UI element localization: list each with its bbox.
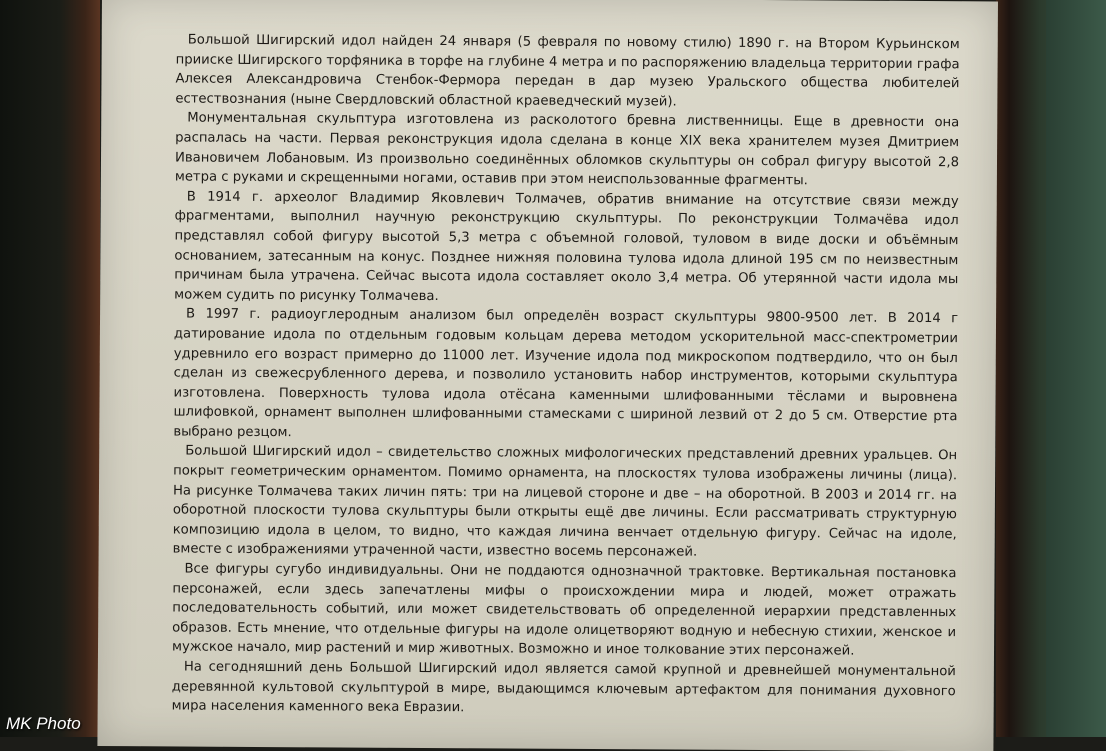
paragraph: Большой Шигирский идол найден 24 января (5 февраля по новому стилю) 1890 г. на Втором Курьинском прииске Шигирского торфяника в торфе на глубине 4 метра и по распоряжению владельца территории графа Алексея Александровича Стенбок-Фермора передан в дар музею Уральского общества любителей естествознания (ныне Свердловский областной краеведческий музей).	[175, 32, 960, 110]
museum-info-panel	[97, 0, 998, 751]
paragraph: Большой Шигирский идол – свидетельство сложных мифологических представлений древних уральцев. Он покрыт геометрическим орнаментом. Помимо орнамента, на плоскостях тулова изображены личины (лица). На рисунке Толмачева таких личин пять: три на лицевой стороне и две – на оборотной. В 2003 и 2014 гг. на оборотной плоскости тулова скульптуры были открыты ещё две личины. Если рассматривать структурную композицию идола в целом, то видно, что каждая личина венчает отдельную фигуру. Сейчас на идоле, вместе с изображениями утраченной части, известно восемь персонажей.	[172, 443, 958, 561]
photo-watermark: MK Photo	[6, 714, 81, 733]
display-frame-left	[0, 0, 100, 737]
wall-background	[1046, 0, 1106, 737]
paragraph: На сегодняшний день Большой Шигирский идол является самой крупной и древнейшей монументальной деревянной культовой скульптурой в мире, выдающимся ключевым артефактом для понимания духовного мира населения каменного века Евразии.	[171, 659, 956, 716]
panel-text	[172, 30, 960, 721]
paragraph: Монументальная скульптура изготовлена из расколотого бревна лиственницы. Еще в древности она распалась на части. Первая реконструкция идола сделана в конце XIX века хранителем музея Дмитрием Ивановичем Лобановым. Из произвольно соединённых обломков скульптуры он собрал фигуру высотой 2,8 метра с руками и скрещенными ногами, оставив при этом неиспользованные фрагменты.	[174, 110, 960, 189]
paragraph: В 1997 г. радиоуглеродным анализом был определён возраст скульптуры 9800-9500 лет. В 2014 г датирование идола по отдельным годовым кольцам дерева методом ускорительной масс-спектрометрии удревнило его возраст примерно до 11000 лет. Изучение идола под микроскопом подтвердило, что он был сделан из свежесрубленного дерева, и позволило установить набор инструментов, которыми скульптура изготовлена. Поверхность тулова идола отёсана каменными шлифованными тёслами и выровнена шлифовкой, орнамент выполнен шлифованными стамесками с шириной лезвий от 2 до 5 см. Отверстие рта выбрано резцом.	[173, 306, 959, 441]
paragraph: В 1914 г. археолог Владимир Яковлевич Толмачев, обратив внимание на отсутствие связи между фрагментами, выполнил научную реконструкцию скульптуры. По реконструкции Толмачёва идол представлял собой фигуру высотой 5,3 метра с объемной головой, туловом в виде доски и объёмным основанием, затесанным на конус. Позднее нижняя половина тулова идола длиной 195 см по неизвестным причинам была утрачена. Сейчас высота идола составляет около 3,4 метра. Об утерянной части идола мы можем судить по рисунку Толмачева.	[174, 189, 959, 304]
paragraph: Все фигуры сугубо индивидуальны. Они не поддаются однозначной трактовке. Вертикальная постановка персонажей, если здесь запечатлены мифы о происхождении мира и людей, может отражать последовательность событий, или может свидетельствовать об определенной иерархии представленных образов. Есть мнение, что отдельные фигуры на идоле олицетворяют водную и небесную стихии, женское и мужское начало, мир растений и мир животных. Возможно и иное толкование этих персонажей.	[171, 561, 957, 660]
